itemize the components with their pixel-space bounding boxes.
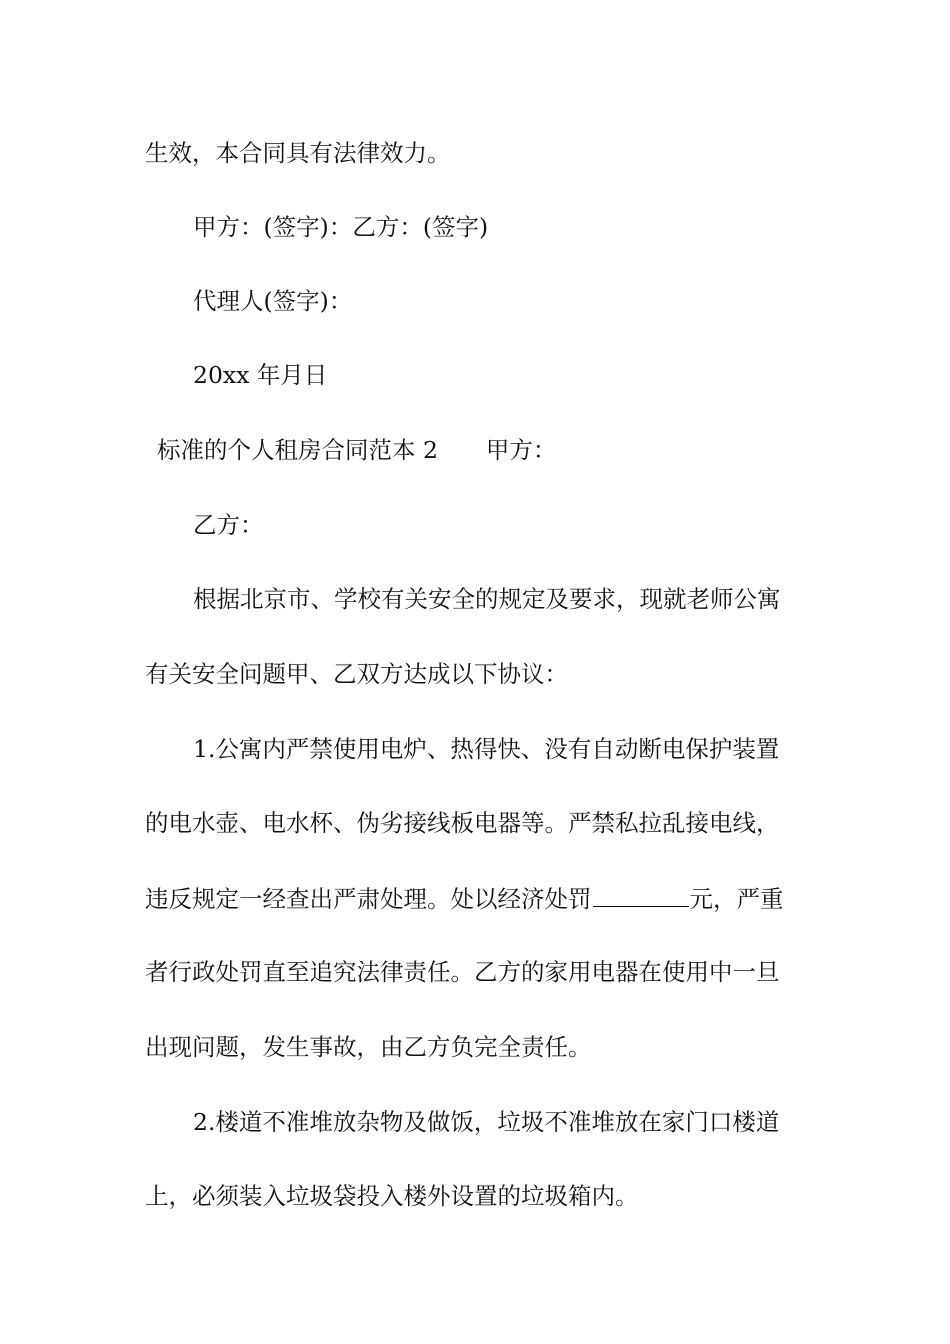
signature-parties: 甲方：(签字)：乙方：(签字) <box>193 213 489 241</box>
clause-1-line-1: 1.公寓内严禁使用电炉、热得快、没有自动断电保护装置 <box>193 735 780 763</box>
clause-1-line-3-end: 元，严重 <box>689 885 784 913</box>
signature-agent: 代理人(签字)： <box>193 287 353 315</box>
clause-1-line-3 <box>145 882 815 915</box>
section-title: 标准的个人租房合同范本 2 <box>157 436 438 464</box>
clause-1-line-4: 者行政处罚直至追究法律责任。乙方的家用电器在使用中一旦 <box>145 958 780 986</box>
party-a-label: 甲方： <box>485 436 557 464</box>
preamble-line-1: 根据北京市、学校有关安全的规定及要求，现就老师公寓 <box>193 585 781 613</box>
clause-2-line-2: 上，必须装入垃圾袋投入楼外设置的垃圾箱内。 <box>145 1182 639 1210</box>
party-b-label: 乙方： <box>193 511 264 539</box>
contract-clause-effect: 生效，本合同具有法律效力。 <box>145 139 451 167</box>
clause-1-line-3-text: 违反规定一经查出严肃处理。处以经济处罚 <box>145 885 592 913</box>
clause-2-line-1: 2.楼道不准堆放杂物及做饭，垃圾不准堆放在家门口楼道 <box>193 1108 780 1136</box>
section-title-line <box>157 434 827 466</box>
clause-1-line-2: 的电水壶、电水杯、伪劣接线板电器等。严禁私拉乱接电线， <box>145 809 780 837</box>
fine-amount-blank <box>593 882 689 907</box>
signature-date: 20xx 年月日 <box>193 361 328 389</box>
preamble-line-2: 有关安全问题甲、乙双方达成以下协议： <box>145 660 568 688</box>
clause-1-line-5: 出现问题，发生事故，由乙方负完全责任。 <box>145 1033 592 1061</box>
